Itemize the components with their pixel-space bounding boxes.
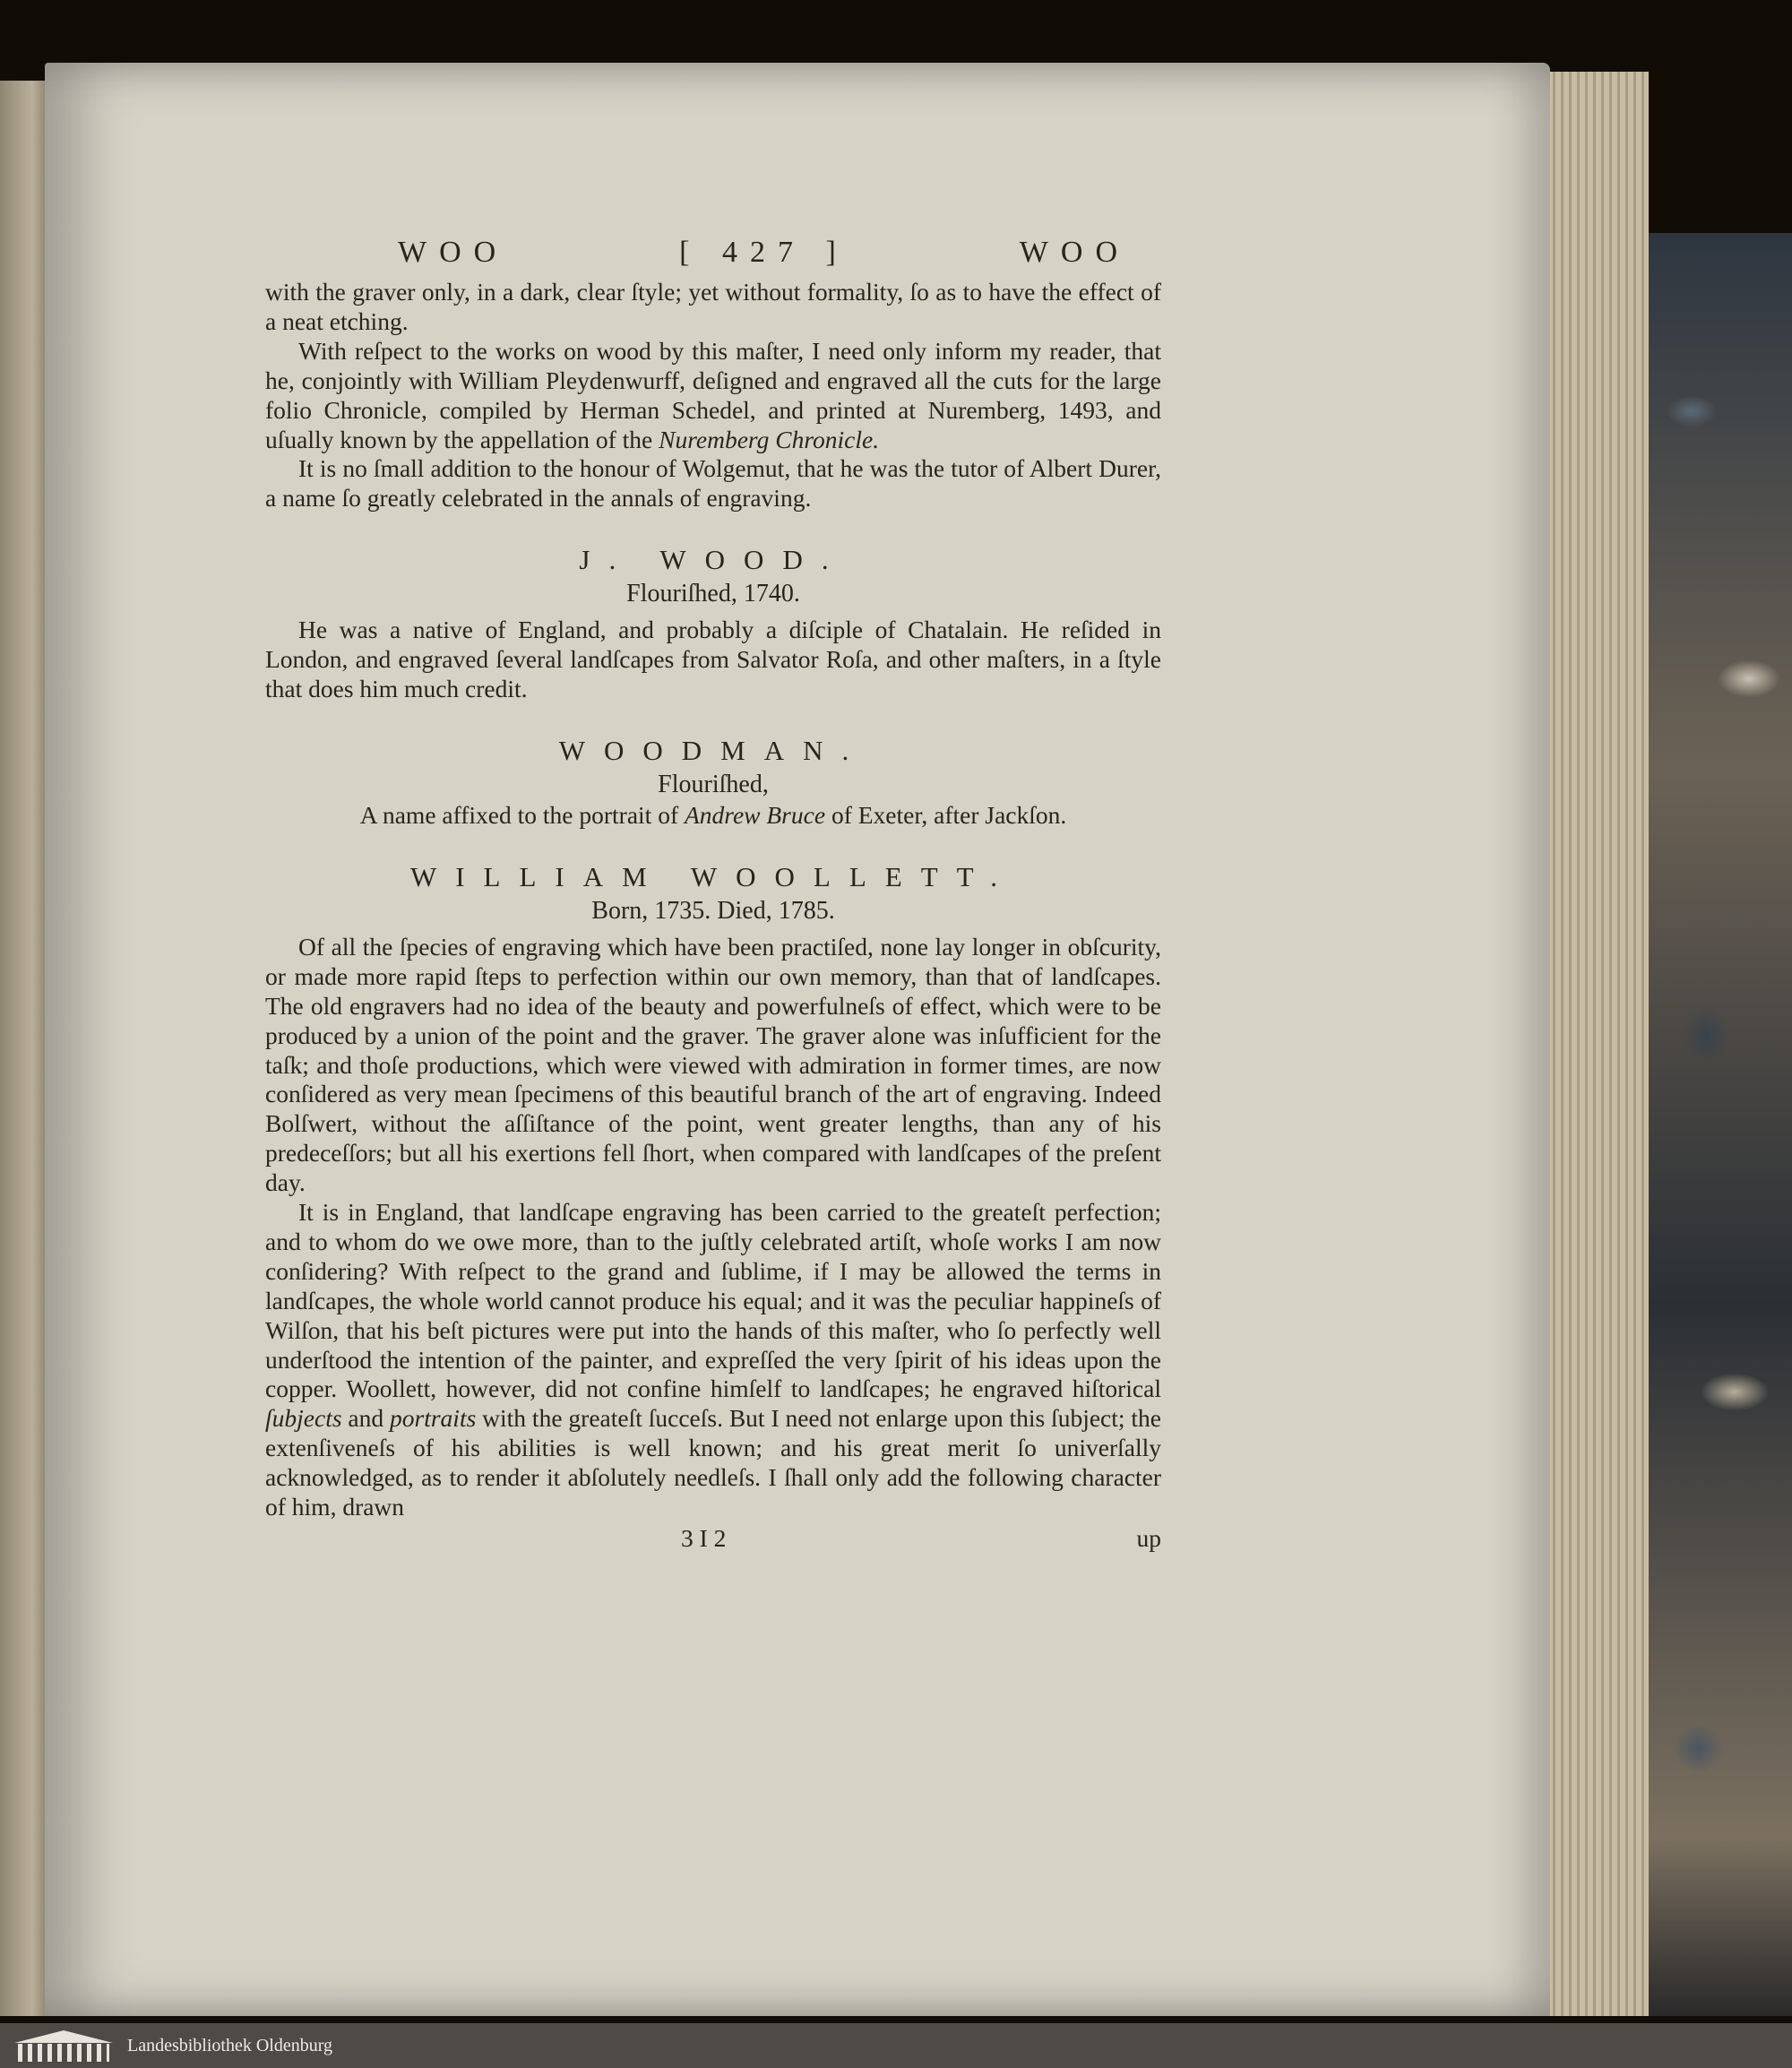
marbled-cover xyxy=(1649,233,1792,2016)
intro-paragraph-1: with the graver only, in a dark, clear ſtyle; yet without formality, ſo as to have the effect of a neat etching. xyxy=(265,278,1161,335)
entry-text-wood: He was a native of England, and probably a diſciple of Chatalain. He reſided in London, and engraved ſeveral landſcapes from Salvator Roſa, and other maſters, in a ſtyle that does him much credit. xyxy=(265,616,1161,703)
page-text xyxy=(265,228,1161,1554)
signature-mark: 3 I 2 xyxy=(681,1524,727,1552)
entry-date-wood: Flouriſhed, 1740. xyxy=(626,580,800,608)
entry-title-wood: J. WOOD. xyxy=(579,544,848,576)
entry-title-woodman: WOODMAN. xyxy=(558,734,868,766)
entry-text-woollett-1: Of all the ſpecies of engraving which have been practiſed, none lay longer in obſcurity, or made more rapid ſteps to perfection within our own memory, than that of landſcapes. The old engravers had no idea of the beauty and powerfulneſs of effect, which were to be produced by a union of the point and the graver. The graver alone was inſufficient for the taſk; and thoſe productions, which were viewed with admiration in former times, are now conſidered as very mean ſpecimens of this beautiful branch of the art of engraving. Indeed Bolſwert, without the aſſiſtance of the point, went greater lengths, than any of his predeceſſors; but all his exertions fell ſhort, when compared with landſcapes of the preſent day. xyxy=(265,932,1161,1197)
library-name: Landesbibliothek Oldenburg xyxy=(127,2035,333,2055)
entry-date-woodman: Flouriſhed, xyxy=(658,770,769,798)
entry-text-woollett-2: It is in England, that landſcape engraving has been carried to the greateſt perfection; and to whom do we owe more, than to the juſtly celebrated artiſt, whoſe works I am now conſidering? With reſpect to the grand and ſublime, if I may be allowed the terms in landſcapes, the whole world cannot produce his equal; and it was the peculiar happineſs of Wilſon, that his beſt pictures were put into the hands of this maſter, who ſo perfectly well underſtood the intention of the painter, and expreſſed the very ſpirit of his ideas upon the copper. Woollett, however, did not confine himſelf to landſcapes; he engraved hiſtorical ſubjects and portraits with the greateſt ſucceſs. But I need not enlarge upon this ſubject; the extenſiveneſs of his abilities is well known; and his great merit ſo univerſally acknowledged, as to render it abſolutely needleſs. I ſhall only add the following character of him, drawn xyxy=(265,1198,1161,1521)
library-footer-bar xyxy=(0,2023,1792,2068)
entry-date-woollett: Born, 1735. Died, 1785. xyxy=(591,896,835,925)
header-right: WOO xyxy=(1019,236,1130,270)
catchword: up xyxy=(1136,1524,1161,1552)
running-header xyxy=(398,228,1130,278)
header-left: WOO xyxy=(398,236,509,270)
entry-title-woollett: WILLIAM WOOLLETT. xyxy=(409,860,1017,892)
header-page-number: [ 427 ] xyxy=(679,236,849,270)
entry-text-woodman: A name affixed to the portrait of Andrew Bruce of Exeter, after Jackſon. xyxy=(359,800,1067,829)
library-building-icon xyxy=(14,2029,113,2063)
page-footer xyxy=(265,1524,1161,1554)
intro-paragraph-2: With reſpect to the works on wood by this maſter, I need only inform my reader, that he, conjointly with William Pleydenwurff, deſigned and engraved all the cuts for the large folio Chronicle, compiled by Herman Schedel, and printed at Nuremberg, 1493, and uſually known by the appellation of the Nuremberg Chronicle. xyxy=(265,336,1161,453)
intro-paragraph-3: It is no ſmall addition to the honour of Wolgemut, that he was the tutor of Albert Durer, a name ſo greatly celebrated in the annals of engraving. xyxy=(265,454,1161,513)
